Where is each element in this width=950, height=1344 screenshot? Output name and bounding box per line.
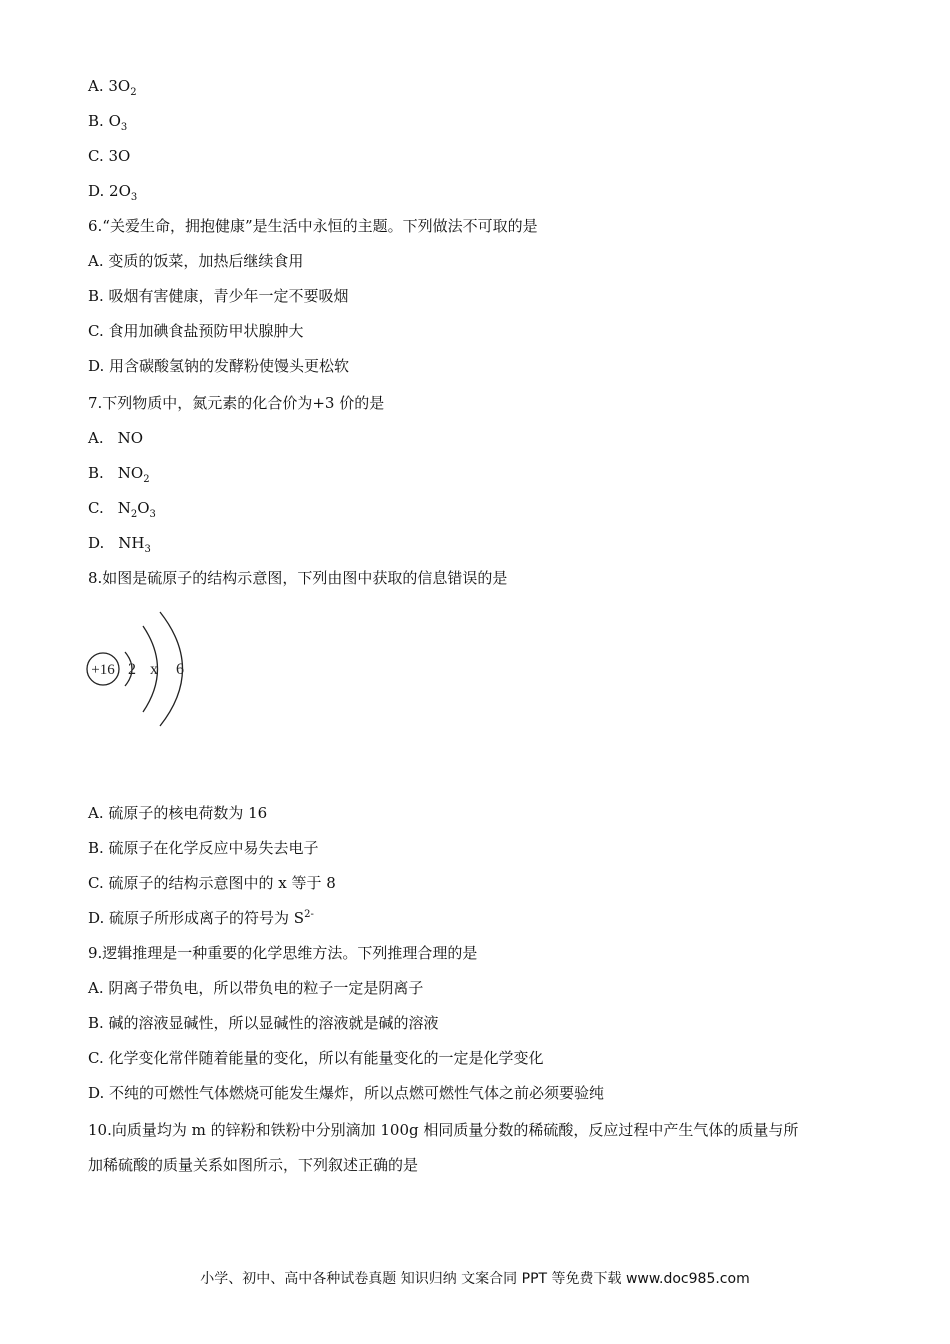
option-letter: B. [88,464,104,482]
q9-option-c: C. 化学变化常伴随着能量的变化，所以有能量变化的一定是化学变化 [88,1049,544,1067]
option-letter: C. [88,147,104,165]
option-letter: A. [88,429,104,447]
q8-option-c [88,873,336,893]
option-letter: D. [88,534,105,552]
option-text: 2O [109,182,131,200]
shell-2-electron-count: x [150,661,158,678]
q6-question: 6.“关爱生命，拥抱健康”是生活中永恒的主题。下列做法不可取的是 [88,217,538,235]
q10-question-line-1: 10.向质量均为 m 的锌粉和铁粉中分别滴加 100g 相同质量分数的稀硫酸，反应过程中产生气体的质量与所 [88,1121,799,1139]
q7-option-a [88,428,143,448]
q7-option-d [88,533,151,553]
option-text: O [137,499,150,517]
option-text: NH [118,534,145,552]
q6-option-c: C. 食用加碘食盐预防甲状腺肿大 [88,322,304,340]
subscript: 3 [130,192,138,203]
option-letter: D. [88,182,105,200]
q10-question-line-2: 加稀硫酸的质量关系如图所示，下列叙述正确的是 [88,1156,419,1174]
page-footer: 小学、初中、高中各种试卷真题 知识归纳 文案合同 PPT 等免费下载 www.doc985.com [200,1271,750,1287]
sulfur-atom-structure-diagram [84,608,194,732]
option-letter: B. [88,112,104,130]
q5-option-c [88,146,130,166]
superscript: 2- [304,909,314,920]
q7-option-c [88,498,156,518]
q8-question: 8.如图是硫原子的结构示意图，下列由图中获取的信息错误的是 [88,569,508,587]
q8-option-a [88,803,267,823]
option-text: NO [117,429,144,447]
q9-option-d: D. 不纯的可燃性气体燃烧可能发生爆炸，所以点燃可燃性气体之前必须要验纯 [88,1084,605,1102]
option-text: B. 硫原子在化学反应中易失去电子 [88,839,319,857]
subscript: 3 [120,122,128,133]
option-text: O [108,112,121,130]
option-letter: A. [88,77,104,95]
q6-option-d: D. 用含碳酸氢钠的发酵粉使馒头更松软 [88,357,350,375]
nucleus-charge-label: +16 [91,662,115,678]
q6-option-b: B. 吸烟有害健康，青少年一定不要吸烟 [88,287,349,305]
option-text: A. 硫原子的核电荷数为 16 [88,804,268,822]
option-text: 3O [108,77,131,95]
option-text: C. 硫原子的结构示意图中的 x 等于 8 [88,874,336,892]
subscript: 2 [130,509,138,520]
q7-option-b [88,463,150,483]
shell-3-electron-count: 6 [176,661,184,678]
q5-option-d [88,181,137,201]
option-text: NO [117,464,144,482]
subscript: 2 [130,87,137,98]
q9-question: 9.逻辑推理是一种重要的化学思维方法。下列推理合理的是 [88,944,478,962]
q8-option-d [88,908,314,928]
subscript: 3 [144,544,151,555]
subscript: 3 [149,509,156,520]
q9-option-b: B. 碱的溶液显碱性，所以显碱性的溶液就是碱的溶液 [88,1014,439,1032]
q9-option-a: A. 阴离子带负电，所以带负电的粒子一定是阴离子 [88,979,424,997]
subscript: 2 [143,474,150,485]
q6-option-a: A. 变质的饭菜，加热后继续食用 [88,252,304,270]
option-letter: C. [88,499,104,517]
q7-question: 7.下列物质中，氮元素的化合价为+3 价的是 [88,394,385,412]
option-text: 3O [108,147,131,165]
q5-option-b [88,111,127,131]
option-text: N [117,499,131,517]
shell-1-electron-count: 2 [128,661,136,678]
q5-option-a [88,76,137,96]
option-text: D. 硫原子所形成离子的符号为 S [88,909,305,927]
q8-option-b [88,838,319,858]
